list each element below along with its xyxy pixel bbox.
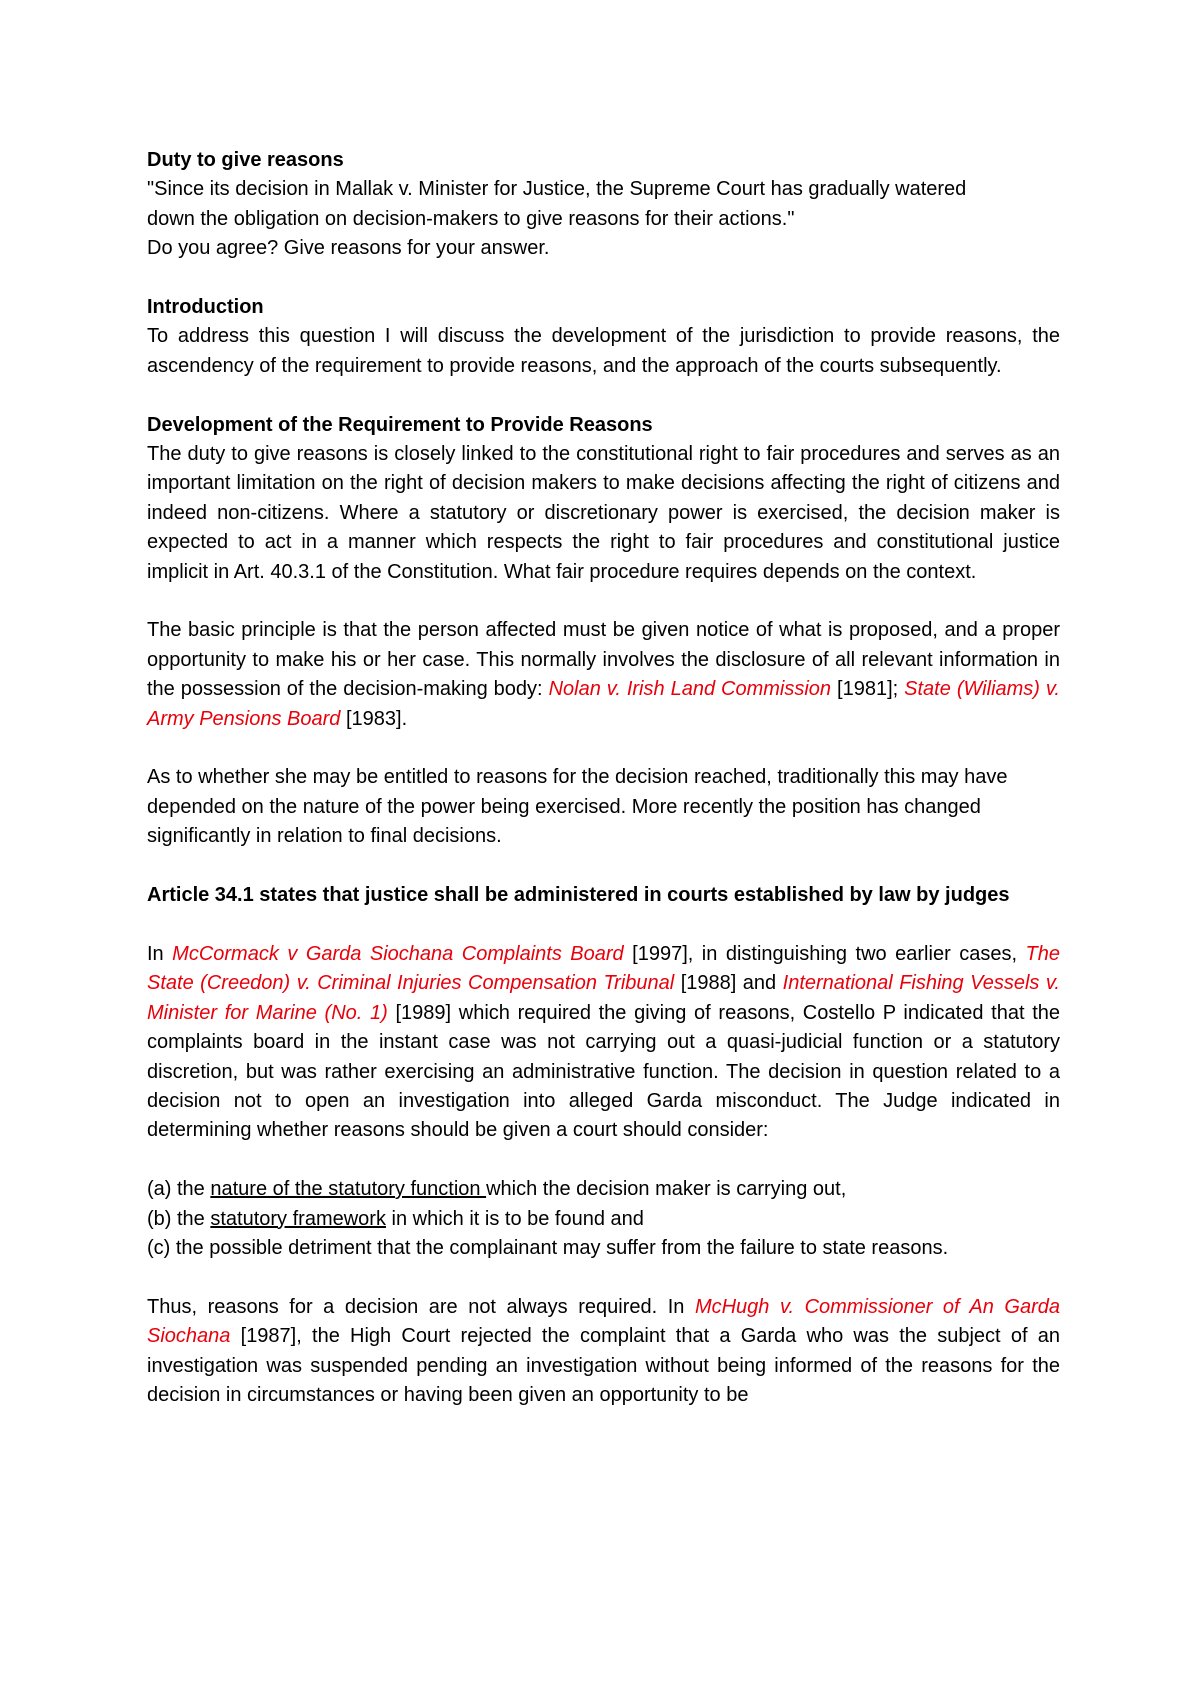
- mccormack-paragraph: [147, 940, 1060, 1146]
- case-citation-williams: State (Wiliams) v. Army Pensions Board: [147, 678, 1060, 730]
- development-heading: Development of the Requirement to Provide Reasons: [147, 413, 653, 436]
- development-section: [147, 411, 1060, 587]
- question-prompt: Do you agree? Give reasons for your answer.: [147, 237, 550, 260]
- case-citation-creedon: The State (Creedon) v. Criminal Injuries Compensation Tribunal: [147, 942, 1060, 995]
- criteria-item-c: (c) the possible detriment that the complainant may suffer from the failure to state reasons.: [147, 1236, 949, 1259]
- case-citation-mccormack: McCormack v Garda Siochana Complaints Board: [172, 942, 624, 965]
- question-quote-line-2: down the obligation on decision-makers to give reasons for their actions.": [147, 207, 795, 230]
- paragraph-text: [1981];: [831, 678, 905, 701]
- criteria-prefix: (a) the: [147, 1178, 211, 1201]
- criteria-suffix: which the decision maker is carrying out,: [486, 1178, 847, 1201]
- criteria-list: [147, 1175, 1060, 1263]
- paragraph-text: [1997], in distinguishing two earlier cases,: [623, 942, 1026, 965]
- development-paragraph-1: The duty to give reasons is closely linked to the constitutional right to fair procedures and serves as an important limitation on the right of decision makers to make decisions affecting the right of citizens and indeed non-citizens. Where a statutory or discretionary power is exercised, the decision maker is expected to act in a manner which respects the right to fair procedures and constitutional justice implicit in Art. 40.3.1 of the Constitution. What fair procedure requires depends on the context.: [147, 443, 1060, 583]
- paragraph-text: [1989] which required the giving of reasons, Costello P indicated that the complaints board in the instant case was not carrying out a quasi-judicial function or a statutory discretion, but was rather exercising an administrative function. The decision in question related to a decision not to open an investigation into alleged Garda misconduct. The Judge indicated in determining whether reasons should be given a court should consider:: [147, 1001, 1060, 1142]
- introduction-paragraph: To address this question I will discuss the development of the jurisdiction to provide reasons, the ascendency of the requirement to provide reasons, and the approach of the courts subsequently.: [147, 325, 1060, 377]
- development-paragraph-2: [147, 616, 1060, 734]
- paragraph-text: [1988] and: [674, 972, 783, 995]
- criteria-underlined: statutory framework: [210, 1207, 386, 1230]
- document-title: Duty to give reasons: [147, 149, 344, 171]
- case-citation-nolan: Nolan v. Irish Land Commission: [548, 678, 832, 701]
- paragraph-text: The basic principle is that the person affected must be given notice of what is proposed, and a proper opportunity to make his or her case. This normally involves the disclosure of all relevant information in the possession of the decision-making body:: [147, 619, 1060, 701]
- mchugh-paragraph: [147, 1293, 1060, 1411]
- question-quote-line-1: "Since its decision in Mallak v. Minister for Justice, the Supreme Court has gradually watered: [147, 178, 967, 201]
- document-body: [147, 146, 1060, 1410]
- question-block: [147, 146, 1060, 264]
- criteria-prefix: (b) the: [147, 1207, 211, 1230]
- paragraph-text: In: [147, 942, 173, 965]
- criteria-underlined: nature of the statutory function: [210, 1178, 487, 1201]
- criteria-suffix: in which it is to be found and: [385, 1207, 644, 1230]
- case-citation-fishing-vessels: International Fishing Vessels v. Minister for Marine (No. 1): [147, 972, 1060, 1024]
- paragraph-text: [1987], the High Court rejected the complaint that a Garda who was the subject of an investigation was suspended pending an investigation without being informed of the reasons for the decision in circumstances or having been given an opportunity to be: [147, 1325, 1060, 1406]
- paragraph-text: Thus, reasons for a decision are not always required. In: [147, 1295, 695, 1318]
- case-citation-mchugh: McHugh v. Commissioner of An Garda Siochana: [147, 1295, 1060, 1348]
- introduction-section: [147, 293, 1060, 381]
- introduction-heading: Introduction: [147, 296, 264, 319]
- development-paragraph-3: As to whether she may be entitled to reasons for the decision reached, traditionally this may have depended on the nature of the power being exercised. More recently the position has changed significantly in relation to final decisions.: [147, 766, 1008, 848]
- paragraph-text: [1983].: [340, 707, 408, 730]
- article-heading: Article 34.1 states that justice shall be administered in courts established by law by judges: [147, 884, 1010, 907]
- criteria-item-b: [147, 1205, 1060, 1234]
- criteria-item-a: [147, 1175, 1060, 1204]
